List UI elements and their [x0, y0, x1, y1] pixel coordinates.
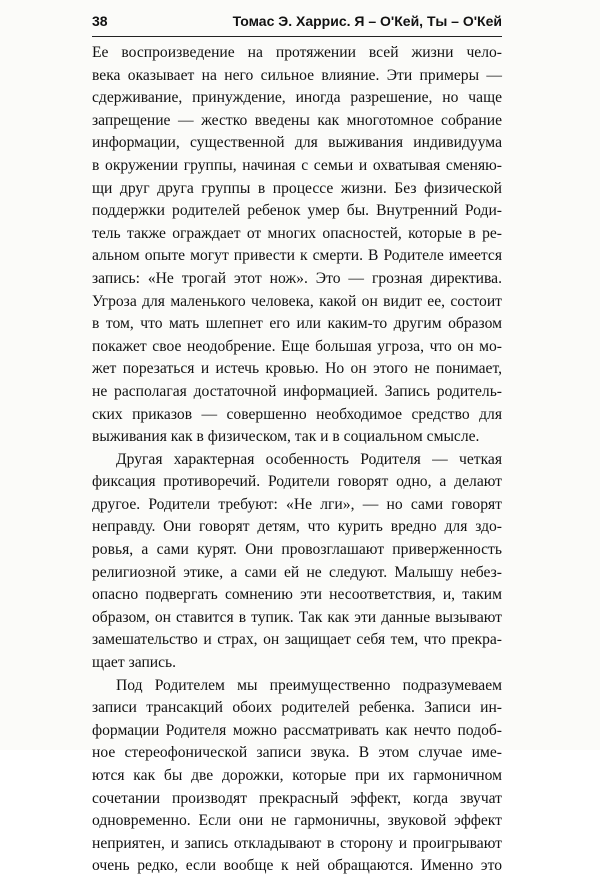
text-line: ное стереофонической записи звука. В этом случае име-: [92, 744, 502, 762]
text-line: выживания как в физическом, так и в социальном смысле.: [92, 428, 480, 446]
text-line: запись: «Не трогай этот нож». Это — грозная директива.: [92, 269, 502, 287]
text-line: тель также ограждает от многих опасностей, которые в ре-: [92, 224, 502, 242]
text-line: другое. Родители требуют: «Не лги», — но сами говорят: [92, 495, 502, 513]
text-line: не располагая достаточной информацией. Запись родитель-: [92, 382, 502, 400]
text-line: поддержки родителей ребенок умер бы. Внутренний Роди-: [92, 202, 502, 220]
text-line: в том, что мать шлепнет его или каким-то другим образом: [92, 315, 502, 333]
text-line: ровья, а сами курят. Они провозглашают приверженность: [92, 541, 502, 559]
text-line: в окружении группы, начиная с семьи и охватывая сменяю-: [92, 156, 502, 174]
text-line: сочетании производят прекрасный эффект, когда звучат: [92, 789, 502, 807]
text-line: формации Родителя можно рассматривать как нечто подоб-: [92, 721, 502, 739]
page-number: 38: [92, 13, 108, 29]
text-line: образом, он ставится в тупик. Так как эти данные вызывают: [92, 608, 502, 626]
text-line: щи друг друга группы в процессе жизни. Без физической: [92, 179, 502, 197]
text-line: покажет свое неодобрение. Еще большая угроза, что он мо-: [92, 337, 502, 355]
text-line: альном опыте могут привести к смерти. В Родителе имеется: [92, 247, 502, 265]
text-line: ются как бы две дорожки, которые при их гармоничном: [92, 767, 502, 784]
text-line: очень редко, если вообще к ней обращаются. Именно это: [92, 857, 502, 875]
text-line: опасно подвергать сомнению эти несоответствия, и, таким: [92, 586, 502, 604]
text-line: века оказывает на него сильное влияние. Эти примеры —: [92, 66, 502, 84]
text-line: неприятен, и запись откладывают в сторону и проигрывают: [92, 834, 502, 852]
text-line: фиксация противоречий. Родители говорят одно, а делают: [92, 473, 502, 491]
text-line: запрещение — жестко введены как многотомное собрание: [92, 111, 502, 129]
text-line: Угроза для маленького человека, какой он видит ее, состоит: [92, 292, 502, 310]
text-line: сдерживание, принуждение, иногда разрешение, но чаще: [92, 89, 502, 107]
text-line: одновременно. Если они не гармоничны, звуковой эффект: [92, 812, 502, 830]
text-line: религиозной этике, а сами ей не следуют. Малышу небез-: [92, 563, 502, 581]
text-line: неправду. Они говорят детям, что курить вредно для здо-: [92, 518, 502, 536]
running-head: Томас Э. Харрис. Я – О'Кей, Ты – О'Кей: [232, 13, 502, 29]
text-line: Под Родителем мы преимущественно подразумеваем: [116, 676, 502, 694]
text-line: щает запись.: [92, 654, 177, 672]
body-text: [92, 42, 502, 878]
text-line: записи трансакций обоих родителей ребенка. Записи ин-: [92, 699, 502, 717]
text-line: Другая характерная особенность Родителя — четкая: [116, 450, 502, 468]
text-line: информации, существенной для выживания индивидуума: [92, 134, 502, 152]
text-line: Ее воспроизведение на протяжении всей жизни чело-: [92, 44, 502, 61]
text-line: замешательство и страх, он защищает себя тем, что прекра-: [92, 631, 502, 649]
text-line: ских приказов — совершенно необходимое средство для: [92, 405, 502, 423]
text-line: жет порезаться и истечь кровью. Но он этого не понимает,: [92, 360, 502, 378]
page-header: [92, 10, 502, 37]
